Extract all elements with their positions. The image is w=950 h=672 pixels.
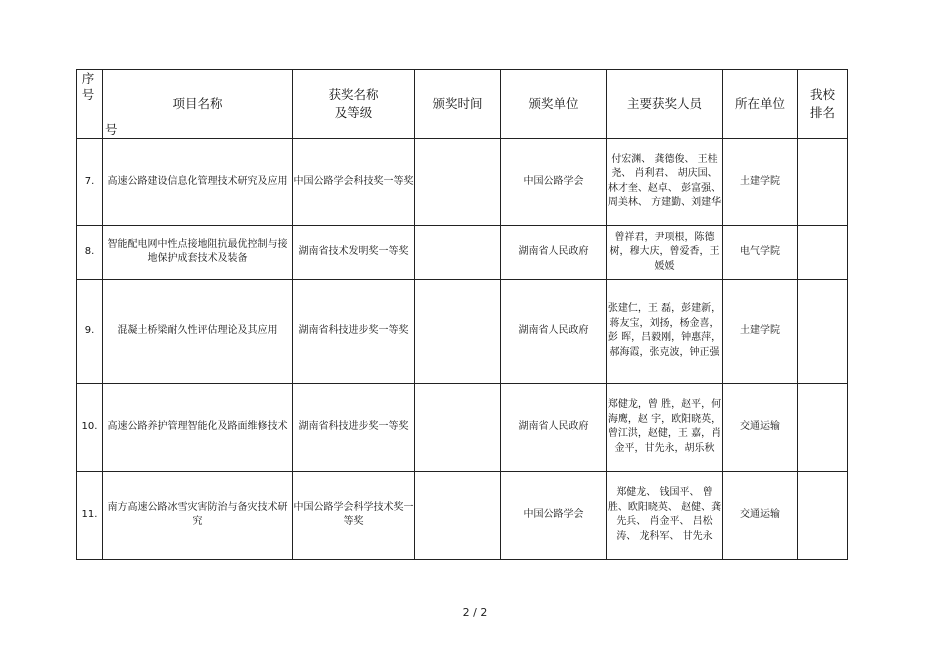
awards-table [76,69,848,560]
row-rank [798,279,848,383]
row-time [415,471,501,559]
row-time [415,279,501,383]
row-award: 湖南省科技进步奖一等奖 [293,383,415,471]
row-no: 11. [77,471,103,559]
row-project: 智能配电网中性点接地阻抗最优控制与接地保护成套技术及装备 [103,225,293,279]
row-people: 曾祥君，尹项根，陈德树，穆大庆，曾爱香，王媛媛 [607,225,723,279]
row-project: 南方高速公路冰雪灾害防治与备灾技术研究 [103,471,293,559]
table-row [77,383,848,471]
row-dept: 交通运输 [723,471,798,559]
row-issuer: 湖南省人民政府 [501,279,607,383]
row-no: 8. [77,225,103,279]
table-row [77,225,848,279]
row-time [415,383,501,471]
row-project: 高速公路建设信息化管理技术研究及应用 [103,138,293,225]
row-dept: 土建学院 [723,138,798,225]
header-dept: 所在单位 [723,70,798,139]
header-no [77,70,118,139]
row-issuer: 中国公路学会 [501,471,607,559]
header-people: 主要获奖人员 [607,70,723,139]
row-issuer: 湖南省人民政府 [501,225,607,279]
header-time: 颁奖时间 [415,70,501,139]
row-rank [798,383,848,471]
row-award: 中国公路学会科学技术奖一等奖 [293,471,415,559]
row-no: 10. [77,383,103,471]
header-rank: 我校 排名 [798,70,848,139]
row-issuer: 湖南省人民政府 [501,383,607,471]
row-issuer: 中国公路学会 [501,138,607,225]
header-award: 获奖名称 及等级 [293,70,415,139]
header-no-line2: 号 [105,121,118,137]
row-dept: 电气学院 [723,225,798,279]
row-people: 郑健龙、 钱国平、 曾胜、欧阳晓英、 赵健、龚先兵、 肖金平、 吕松涛、 龙科军、 甘先永 [607,471,723,559]
row-people: 郑健龙，曾 胜，赵平，何海鹰，赵 宇，欧阳晓英，曾江洪，赵健，王 嘉，肖金平，甘先永，胡乐秋 [607,383,723,471]
row-people: 张建仁，王 磊，彭建新，蒋友宝，刘扬，杨金喜，彭 晖，吕毅刚，钟惠萍，郝海霞，张克波，钟正强 [607,279,723,383]
row-award: 湖南省科技进步奖一等奖 [293,279,415,383]
table-row [77,471,848,559]
header-row [77,70,848,139]
page-number: 2 / 2 [462,606,488,619]
table-row [77,138,848,225]
header-project: 项目名称 [103,70,293,139]
row-no: 7. [77,138,103,225]
row-project: 混凝土桥梁耐久性评估理论及其应用 [103,279,293,383]
row-award: 湖南省技术发明奖一等奖 [293,225,415,279]
row-project: 高速公路养护管理智能化及路面维修技术 [103,383,293,471]
row-people: 付宏渊、 龚德俊、 王桂尧、 肖利君、 胡庆国、林才奎、赵卓、 彭富强、 周美林、 方建勤、刘建华 [607,138,723,225]
header-issuer: 颁奖单位 [501,70,607,139]
row-no: 9. [77,279,103,383]
row-time [415,138,501,225]
row-rank [798,225,848,279]
row-time [415,225,501,279]
row-dept: 交通运输 [723,383,798,471]
header-no-line1: 序号 [81,71,95,103]
row-award: 中国公路学会科技奖一等奖 [293,138,415,225]
row-rank [798,138,848,225]
row-dept: 土建学院 [723,279,798,383]
table-row [77,279,848,383]
row-rank [798,471,848,559]
